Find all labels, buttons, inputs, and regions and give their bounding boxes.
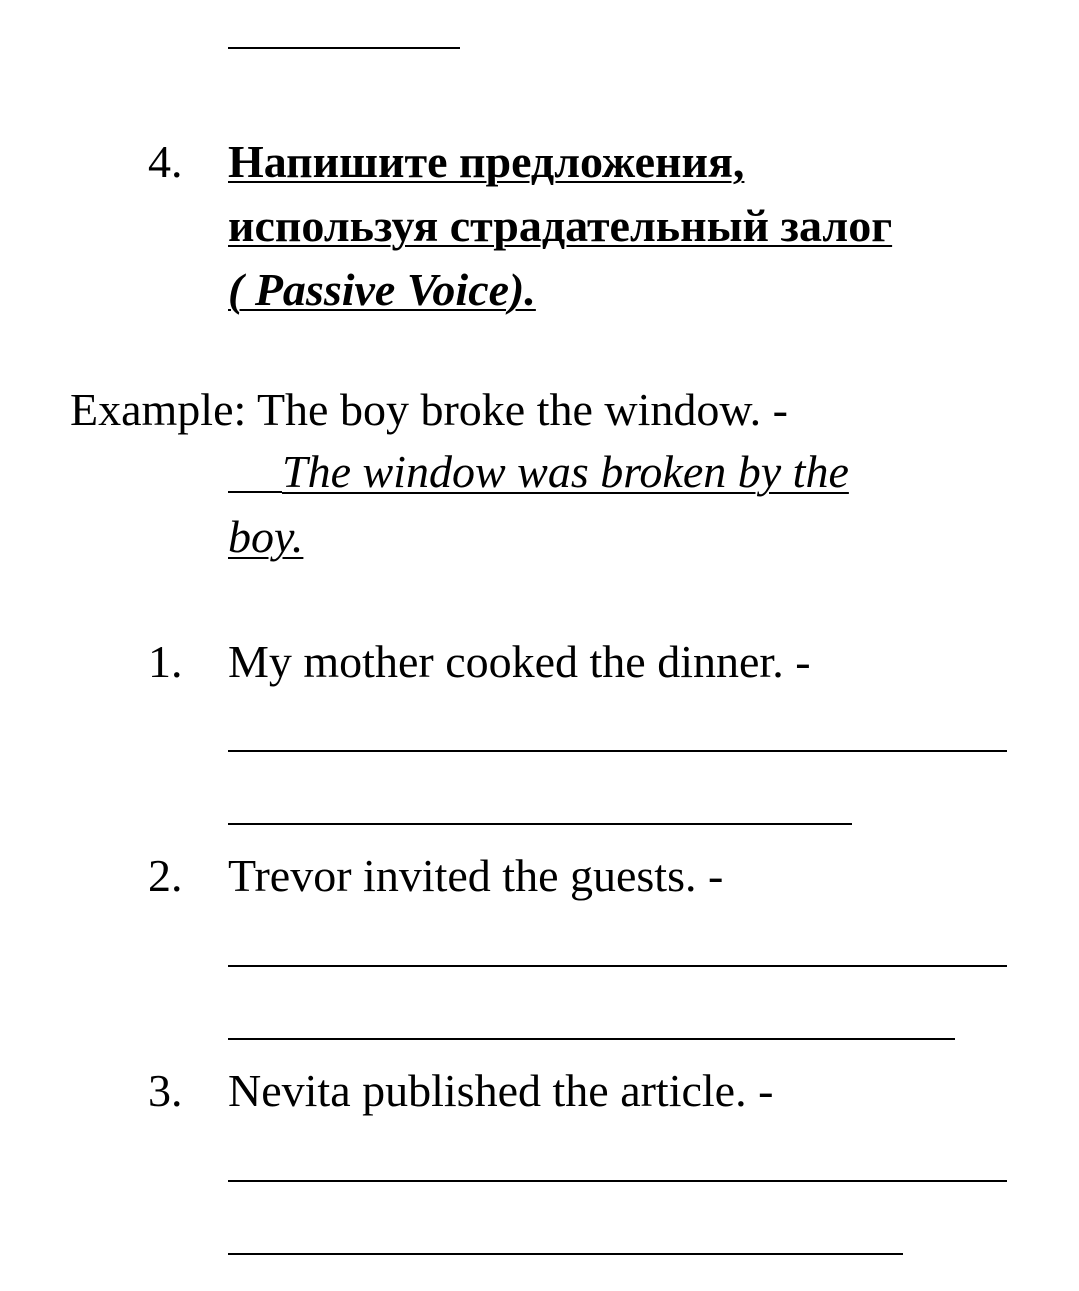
example-answer-line-1: The window was broken by the bbox=[282, 446, 849, 497]
answer-blank-line[interactable] bbox=[228, 1253, 903, 1255]
exercise-sentence-1: My mother cooked the dinner. - bbox=[228, 636, 811, 687]
answer-blank-line[interactable] bbox=[228, 1180, 1007, 1182]
answer-blank-line[interactable] bbox=[228, 823, 852, 825]
exercise-sentence-2: Trevor invited the guests. - bbox=[228, 850, 724, 901]
task-heading bbox=[228, 130, 892, 322]
task-number: 4. bbox=[148, 136, 183, 187]
exercise-number-1: 1. bbox=[148, 636, 183, 687]
task-heading-line-2: используя страдательный залог bbox=[228, 200, 893, 251]
exercise-number-3: 3. bbox=[148, 1065, 183, 1116]
answer-blank-line[interactable] bbox=[228, 965, 1007, 967]
exercise-number-2: 2. bbox=[148, 850, 183, 901]
answer-blank-line[interactable] bbox=[228, 750, 1007, 752]
example-answer-blank-lead bbox=[228, 491, 282, 493]
task-heading-line-3: ( Passive Voice). bbox=[228, 264, 536, 315]
example-prompt: Example: The boy broke the window. - bbox=[70, 384, 788, 435]
exercise-sentence-3: Nevita published the article. - bbox=[228, 1065, 774, 1116]
example-answer-line-2: boy. bbox=[228, 511, 304, 562]
answer-blank-line[interactable] bbox=[228, 1038, 955, 1040]
answer-blank-line bbox=[228, 47, 460, 49]
task-heading-line-1: Напишите предложения, bbox=[228, 136, 745, 187]
